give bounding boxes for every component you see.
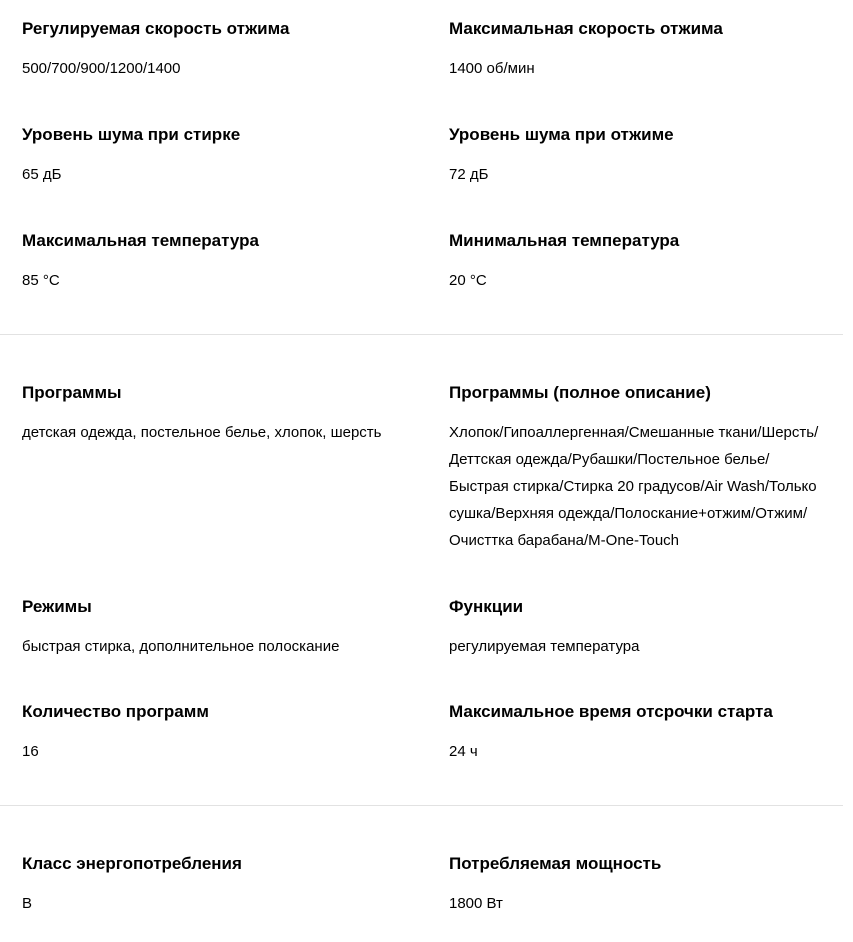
spec-label: Функции	[449, 597, 524, 616]
spec-value-line: Быстрая стирка/Стирка 20 градусов/Air Wash/Только	[449, 478, 817, 495]
spec-label: Количество программ	[22, 702, 209, 721]
spec-label: Максимальная скорость отжима	[449, 19, 723, 38]
spec-programs-full-description	[449, 382, 849, 554]
spec-value	[449, 419, 849, 554]
spec-max-temperature	[22, 230, 432, 294]
spec-label: Уровень шума при отжиме	[449, 125, 674, 144]
spec-energy-class	[22, 853, 432, 917]
spec-label: Программы (полное описание)	[449, 383, 711, 402]
spec-value-line: Деттская одежда/Рубашки/Постельное белье/	[449, 451, 770, 468]
spec-label: Максимальная температура	[22, 231, 259, 250]
spec-value: быстрая стирка, дополнительное полоскание	[22, 638, 340, 655]
spec-max-delay-start	[449, 701, 849, 765]
section-divider	[0, 334, 843, 335]
spec-value: 24 ч	[449, 743, 478, 760]
spec-value: 1800 Вт	[449, 895, 503, 912]
spec-label: Режимы	[22, 597, 92, 616]
spec-label: Уровень шума при стирке	[22, 125, 241, 144]
spec-value: 85 °C	[22, 272, 60, 289]
spec-modes	[22, 596, 432, 660]
spec-value-line: Очисттка барабана/M-One-Touch	[449, 532, 680, 549]
spec-value: 65 дБ	[22, 166, 62, 183]
spec-value: B	[22, 895, 33, 912]
spec-value-line: Хлопок/Гипоаллергенная/Смешанные ткани/Шерсть/	[449, 424, 819, 441]
spec-adjustable-spin-speed	[22, 18, 432, 82]
spec-max-spin-speed	[449, 18, 849, 82]
spec-value: регулируемая температура	[449, 638, 640, 655]
spec-label: Максимальное время отсрочки старта	[449, 702, 773, 721]
spec-value: 1400 об/мин	[449, 60, 535, 77]
spec-value: детская одежда, постельное белье, хлопок, шерсть	[22, 424, 382, 441]
spec-min-temperature	[449, 230, 849, 294]
section-divider	[0, 805, 843, 806]
spec-programs	[22, 382, 432, 446]
spec-value: 500/700/900/1200/1400	[22, 60, 181, 77]
spec-label: Минимальная температура	[449, 231, 680, 250]
spec-value: 16	[22, 743, 39, 760]
spec-spin-noise-level	[449, 124, 849, 188]
spec-functions	[449, 596, 849, 660]
spec-value-line: сушка/Верхняя одежда/Полоскание+отжим/Отжим/	[449, 505, 808, 522]
spec-power-consumption	[449, 853, 849, 917]
spec-label: Регулируемая скорость отжима	[22, 19, 290, 38]
spec-label: Программы	[22, 383, 122, 402]
spec-value: 20 °C	[449, 272, 487, 289]
spec-label: Класс энергопотребления	[22, 854, 242, 873]
spec-wash-noise-level	[22, 124, 432, 188]
spec-value: 72 дБ	[449, 166, 489, 183]
spec-program-count	[22, 701, 432, 765]
spec-label: Потребляемая мощность	[449, 854, 662, 873]
